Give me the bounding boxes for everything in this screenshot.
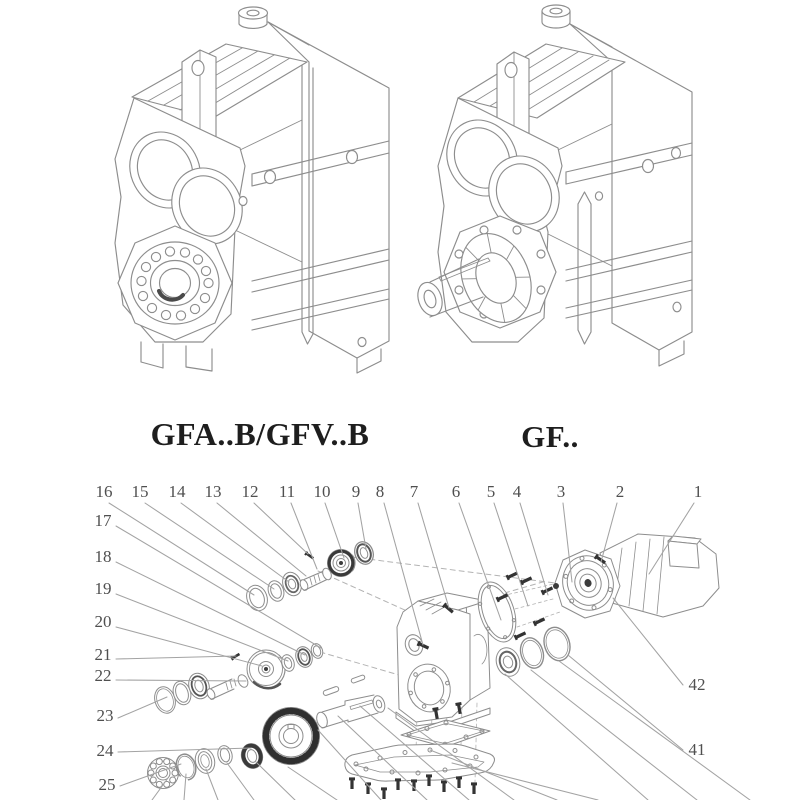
- part-number-14: 14: [168, 482, 186, 501]
- output-bearing: [493, 645, 524, 680]
- part-number-41: 41: [688, 740, 706, 759]
- part-number-19: 19: [94, 579, 112, 598]
- gearbox-drawing-gf: [414, 5, 692, 366]
- output-gear: [263, 708, 320, 765]
- part-number-20: 20: [94, 612, 112, 631]
- leader-line-cutoff-6: [288, 767, 337, 800]
- leader-line-part-21: [116, 656, 236, 659]
- part-number-11: 11: [278, 482, 296, 501]
- part-number-4: 4: [512, 482, 522, 501]
- leader-line-cutoff-3: [206, 769, 218, 800]
- leader-line-part-41: [568, 655, 683, 750]
- output-solid-shaft: [315, 694, 387, 729]
- part-number-3: 3: [556, 482, 566, 501]
- retaining-ring-outer: [540, 624, 574, 664]
- part-number-9: 9: [351, 482, 361, 501]
- leader-line-part-16: [109, 503, 254, 595]
- gearbox-drawing-gfab: [115, 7, 389, 373]
- part-number-13: 13: [204, 482, 222, 501]
- part-number-16: 16: [95, 482, 113, 501]
- part-number-2: 2: [615, 482, 625, 501]
- part-number-23: 23: [96, 706, 114, 725]
- leader-line-part-11: [291, 503, 317, 569]
- caption-gfab-gfv: GFA..B/GFV..B: [150, 416, 370, 452]
- motor-assembly: [555, 534, 719, 618]
- intermediate-gear: [247, 650, 285, 688]
- leader-line-cutoff-14: [531, 670, 697, 800]
- leader-line-cutoff-12: [452, 763, 598, 800]
- part-number-25: 25: [98, 775, 116, 794]
- leader-line-part-22: [116, 680, 246, 681]
- leader-line-cutoff-15: [559, 661, 750, 800]
- part-number-22: 22: [94, 666, 112, 685]
- part-number-6: 6: [451, 482, 461, 501]
- part-number-15: 15: [131, 482, 149, 501]
- part-number-10: 10: [313, 482, 331, 501]
- exploded-parts-diagram: [95, 482, 751, 800]
- part-number-5: 5: [486, 482, 496, 501]
- leader-line-part-20: [116, 627, 262, 666]
- part-number-24: 24: [96, 741, 114, 760]
- part-number-12: 12: [241, 482, 259, 501]
- gear-housing: [396, 593, 490, 732]
- leader-line-part-12: [254, 503, 308, 554]
- retaining-ring-inner: [517, 635, 548, 671]
- bottom-cover-plate: [345, 744, 495, 781]
- part-number-17: 17: [94, 511, 112, 530]
- leader-line-cutoff-13: [505, 674, 648, 800]
- intermediate-shaft-assembly: [151, 642, 324, 716]
- hollow-shaft-bearing: [118, 226, 232, 340]
- leader-line-cutoff-4: [227, 763, 254, 800]
- part-number-8: 8: [375, 482, 385, 501]
- part-number-7: 7: [409, 482, 419, 501]
- part-number-42: 42: [688, 675, 706, 694]
- part-number-18: 18: [94, 547, 112, 566]
- part-number-21: 21: [94, 645, 112, 664]
- leader-line-part-15: [145, 503, 274, 589]
- leader-line-part-7: [418, 503, 449, 608]
- caption-gf: GF..: [521, 419, 579, 454]
- input-gear: [328, 550, 356, 577]
- leader-line-part-18: [116, 562, 305, 655]
- leader-line-part-14: [181, 503, 289, 582]
- part-number-1: 1: [693, 482, 703, 501]
- ball-bearing: [148, 758, 179, 789]
- leader-line-part-10: [325, 503, 344, 558]
